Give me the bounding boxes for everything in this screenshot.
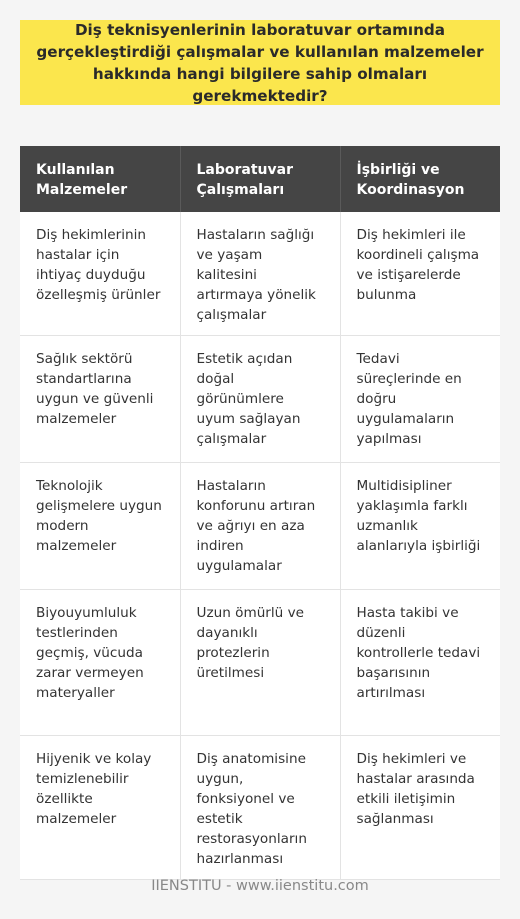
table-cell: Hastaların konforunu artıran ve ağrıyı en aza indiren uygulamalar bbox=[180, 463, 340, 590]
table-cell: Hastaların sağlığı ve yaşam kalitesini artırmaya yönelik çalışmalar bbox=[180, 212, 340, 336]
table-cell: Multidisipliner yaklaşımla farklı uzmanlık alanlarıyla işbirliği bbox=[340, 463, 500, 590]
table-cell: Estetik açıdan doğal görünümlere uyum sağlayan çalışmalar bbox=[180, 336, 340, 463]
table-cell: Sağlık sektörü standartlarına uygun ve güvenli malzemeler bbox=[20, 336, 180, 463]
table-row bbox=[20, 212, 500, 336]
column-header-materials: Kullanılan Malzemeler bbox=[20, 146, 180, 212]
table-cell: Diş hekimleri ile koordineli çalışma ve istişarelerde bulunma bbox=[340, 212, 500, 336]
table-row bbox=[20, 590, 500, 736]
table-cell: Tedavi süreçlerinde en doğru uygulamaların yapılması bbox=[340, 336, 500, 463]
table-cell: Diş anatomisine uygun, fonksiyonel ve estetik restorasyonların hazırlanması bbox=[180, 736, 340, 880]
table-row bbox=[20, 736, 500, 880]
table-cell: Diş hekimleri ve hastalar arasında etkili iletişimin sağlanması bbox=[340, 736, 500, 880]
info-table bbox=[20, 146, 500, 880]
table-cell: Teknolojik gelişmelere uygun modern malzemeler bbox=[20, 463, 180, 590]
column-header-lab-work: Laboratuvar Çalışmaları bbox=[180, 146, 340, 212]
footer-credit: IIENSTITU - www.iienstitu.com bbox=[151, 878, 369, 894]
table-cell: Biyouyumluluk testlerinden geçmiş, vücuda zarar vermeyen materyaller bbox=[20, 590, 180, 736]
page-title: Diş teknisyenlerinin laboratuvar ortamında gerçekleştirdiği çalışmalar ve kullanılan malzemeler hakkında hangi bilgilere sahip olmaları gerekmektedir? bbox=[36, 20, 484, 105]
table-header-row bbox=[20, 146, 500, 212]
table-cell: Diş hekimlerinin hastalar için ihtiyaç duyduğu özelleşmiş ürünler bbox=[20, 212, 180, 336]
column-header-cooperation: İşbirliği ve Koordinasyon bbox=[340, 146, 500, 212]
title-banner bbox=[20, 20, 500, 105]
table-cell: Hasta takibi ve düzenli kontrollerle tedavi başarısının artırılması bbox=[340, 590, 500, 736]
table-row bbox=[20, 463, 500, 590]
table-cell: Uzun ömürlü ve dayanıklı protezlerin üretilmesi bbox=[180, 590, 340, 736]
table-cell: Hijyenik ve kolay temizlenebilir özellikte malzemeler bbox=[20, 736, 180, 880]
table-row bbox=[20, 336, 500, 463]
